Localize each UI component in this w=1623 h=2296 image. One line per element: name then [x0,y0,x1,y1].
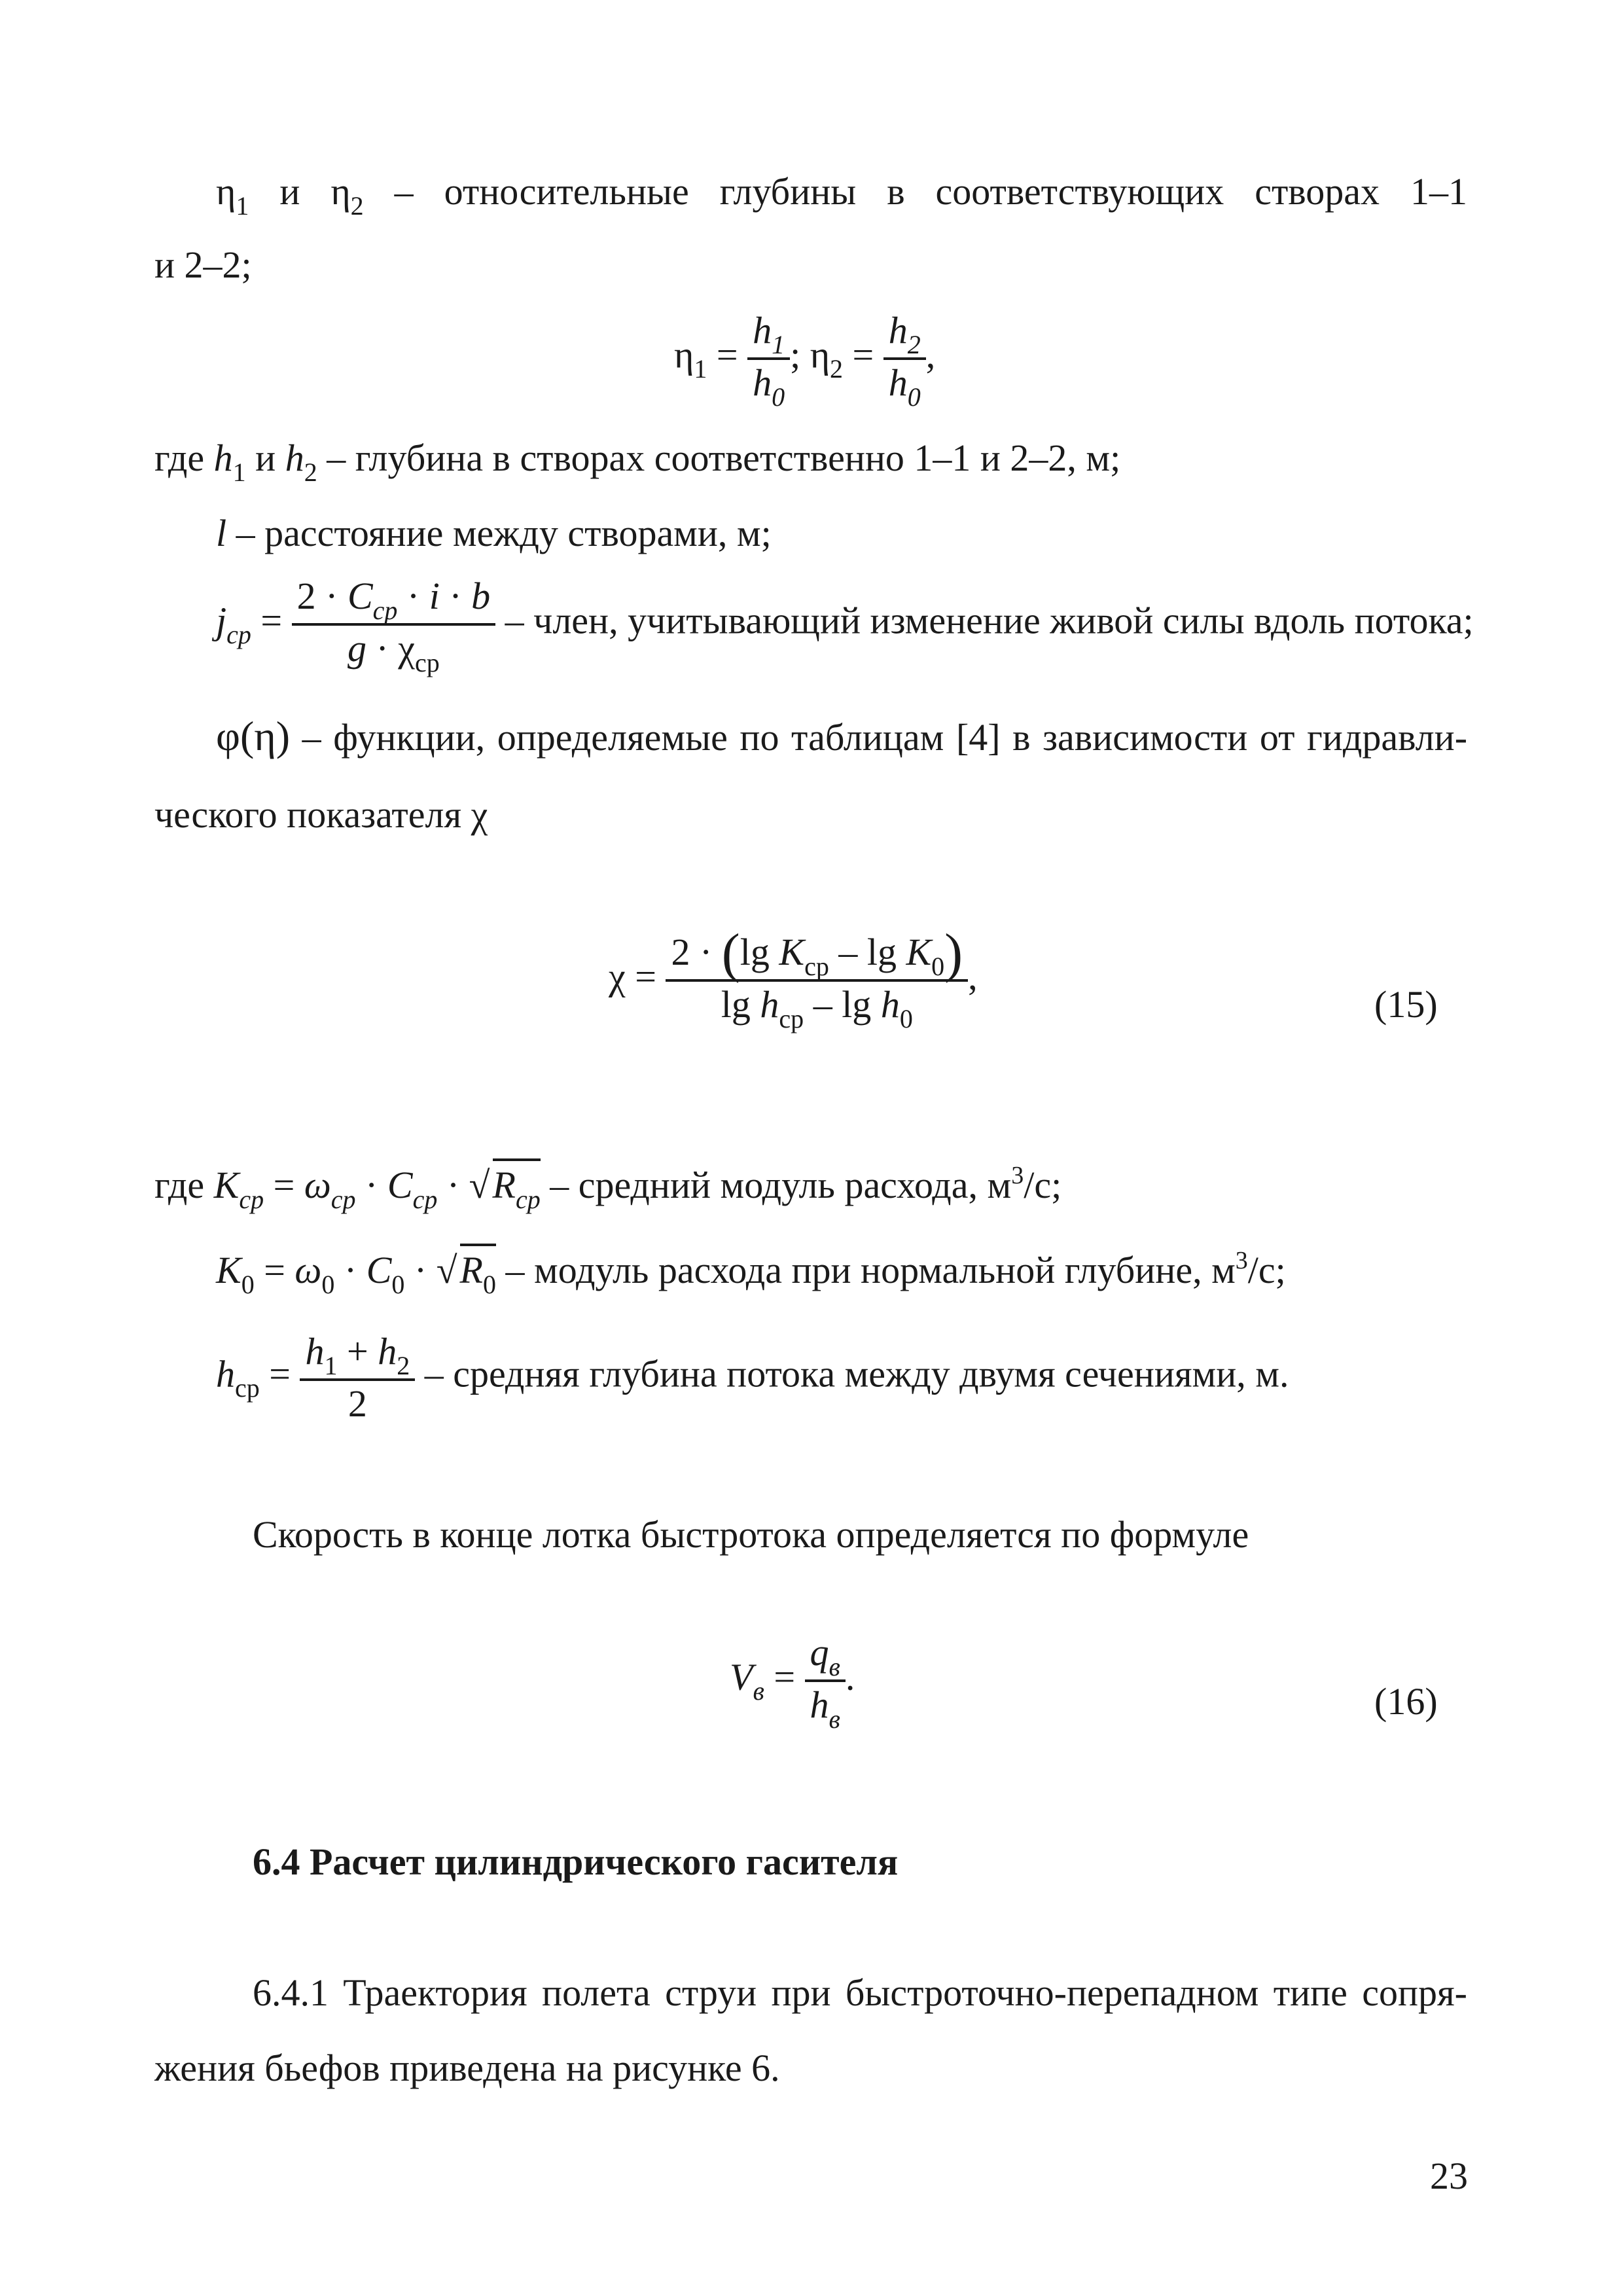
l-definition: l – расстояние между створами, м; [216,512,772,554]
eta2-symbol: $\eta_2$ [330,170,364,221]
equation-16: $V_в$ = $\frac{q_в}{h_в}$ . [730,1631,855,1734]
paragraph-eta-def-line1: $\eta_1$ и $\eta_2$ – относительные глубины в соответствующих створах 1–1 [216,170,1468,221]
j-definition: $j_{ср}$ = $\frac{2 \cdot C_{ср} \cdot i \cdot b}{g \cdot \chi_{ср}}$ – член, учитывающий изменение живой силы вдоль потока; [216,575,1474,677]
equation-15: χ = $\frac{2 \cdot (\lg K_{ср} - \lg K_0)}{\lg h_{ср} - \lg h_0}$ , [609,923,978,1033]
fraction-chi: $\frac{2 \cdot (\lg K_{ср} - \lg K_0)}{\lg h_{ср} - \lg h_0}$ [666,929,968,1031]
fraction-v: $\frac{q_в}{h_в}$ [805,1630,846,1732]
phi-definition-line1: φ(η) – функции, определяемые по таблицам [4] в зависимости от гидравли- [216,713,1468,759]
fraction-hcp: $\frac{h_1 + h_2}{2}$ [300,1329,415,1427]
paragraph-641-line1: 6.4.1 Траектория полета струи при быстроточно-перепадном типе сопря- [253,1971,1467,2014]
phi-definition-line2: ческого показателя χ [154,793,488,836]
where-h-line: где $h_1$ и $h_2$ – глубина в створах соответственно 1–1 и 2–2, м; [154,437,1121,487]
section-heading: 6.4 Расчет цилиндрического гасителя [253,1840,899,1883]
hcp-definition: $h_{ср}$ = $\frac{h_1 + h_2}{2}$ – средняя глубина потока между двумя сечениями, м. [216,1329,1289,1427]
fraction-h1-h0: $\frac{h_1}{h_0}$ [747,308,790,410]
Kcp-definition: где $K_{ср} = \omega_{ср} \cdot C_{ср} \cdot √R_{ср}$ – средний модуль расхода, $м^3/с$; [154,1158,1061,1213]
eta-equation: $\eta_1$ = $\frac{h_1}{h_0}$ ; $\eta_2$ = $\frac{h_2}{h_0}$ , [674,309,936,412]
fraction-h2-h0: $\frac{h_2}{h_0}$ [883,308,926,410]
paragraph-641-line2: жения бьефов приведена на рисунке 6. [154,2047,780,2089]
speed-paragraph: Скорость в конце лотка быстротока определяется по формуле [253,1513,1249,1556]
paragraph-eta-def-line2: и 2–2; [154,243,252,286]
K0-definition: $K_0 = \omega_0 \cdot C_0 \cdot √R_0$ – модуль расхода при нормальной глубине, $м^3/с$; [216,1244,1286,1298]
equation-16-number: (16) [1374,1680,1438,1723]
equation-15-number: (15) [1374,983,1438,1026]
page-number: 23 [1430,2155,1468,2197]
fraction-j: $\frac{2 \cdot C_{ср} \cdot i \cdot b}{g \cdot \chi_{ср}}$ [292,573,496,675]
eta1-symbol: $\eta_1$ [216,170,249,221]
